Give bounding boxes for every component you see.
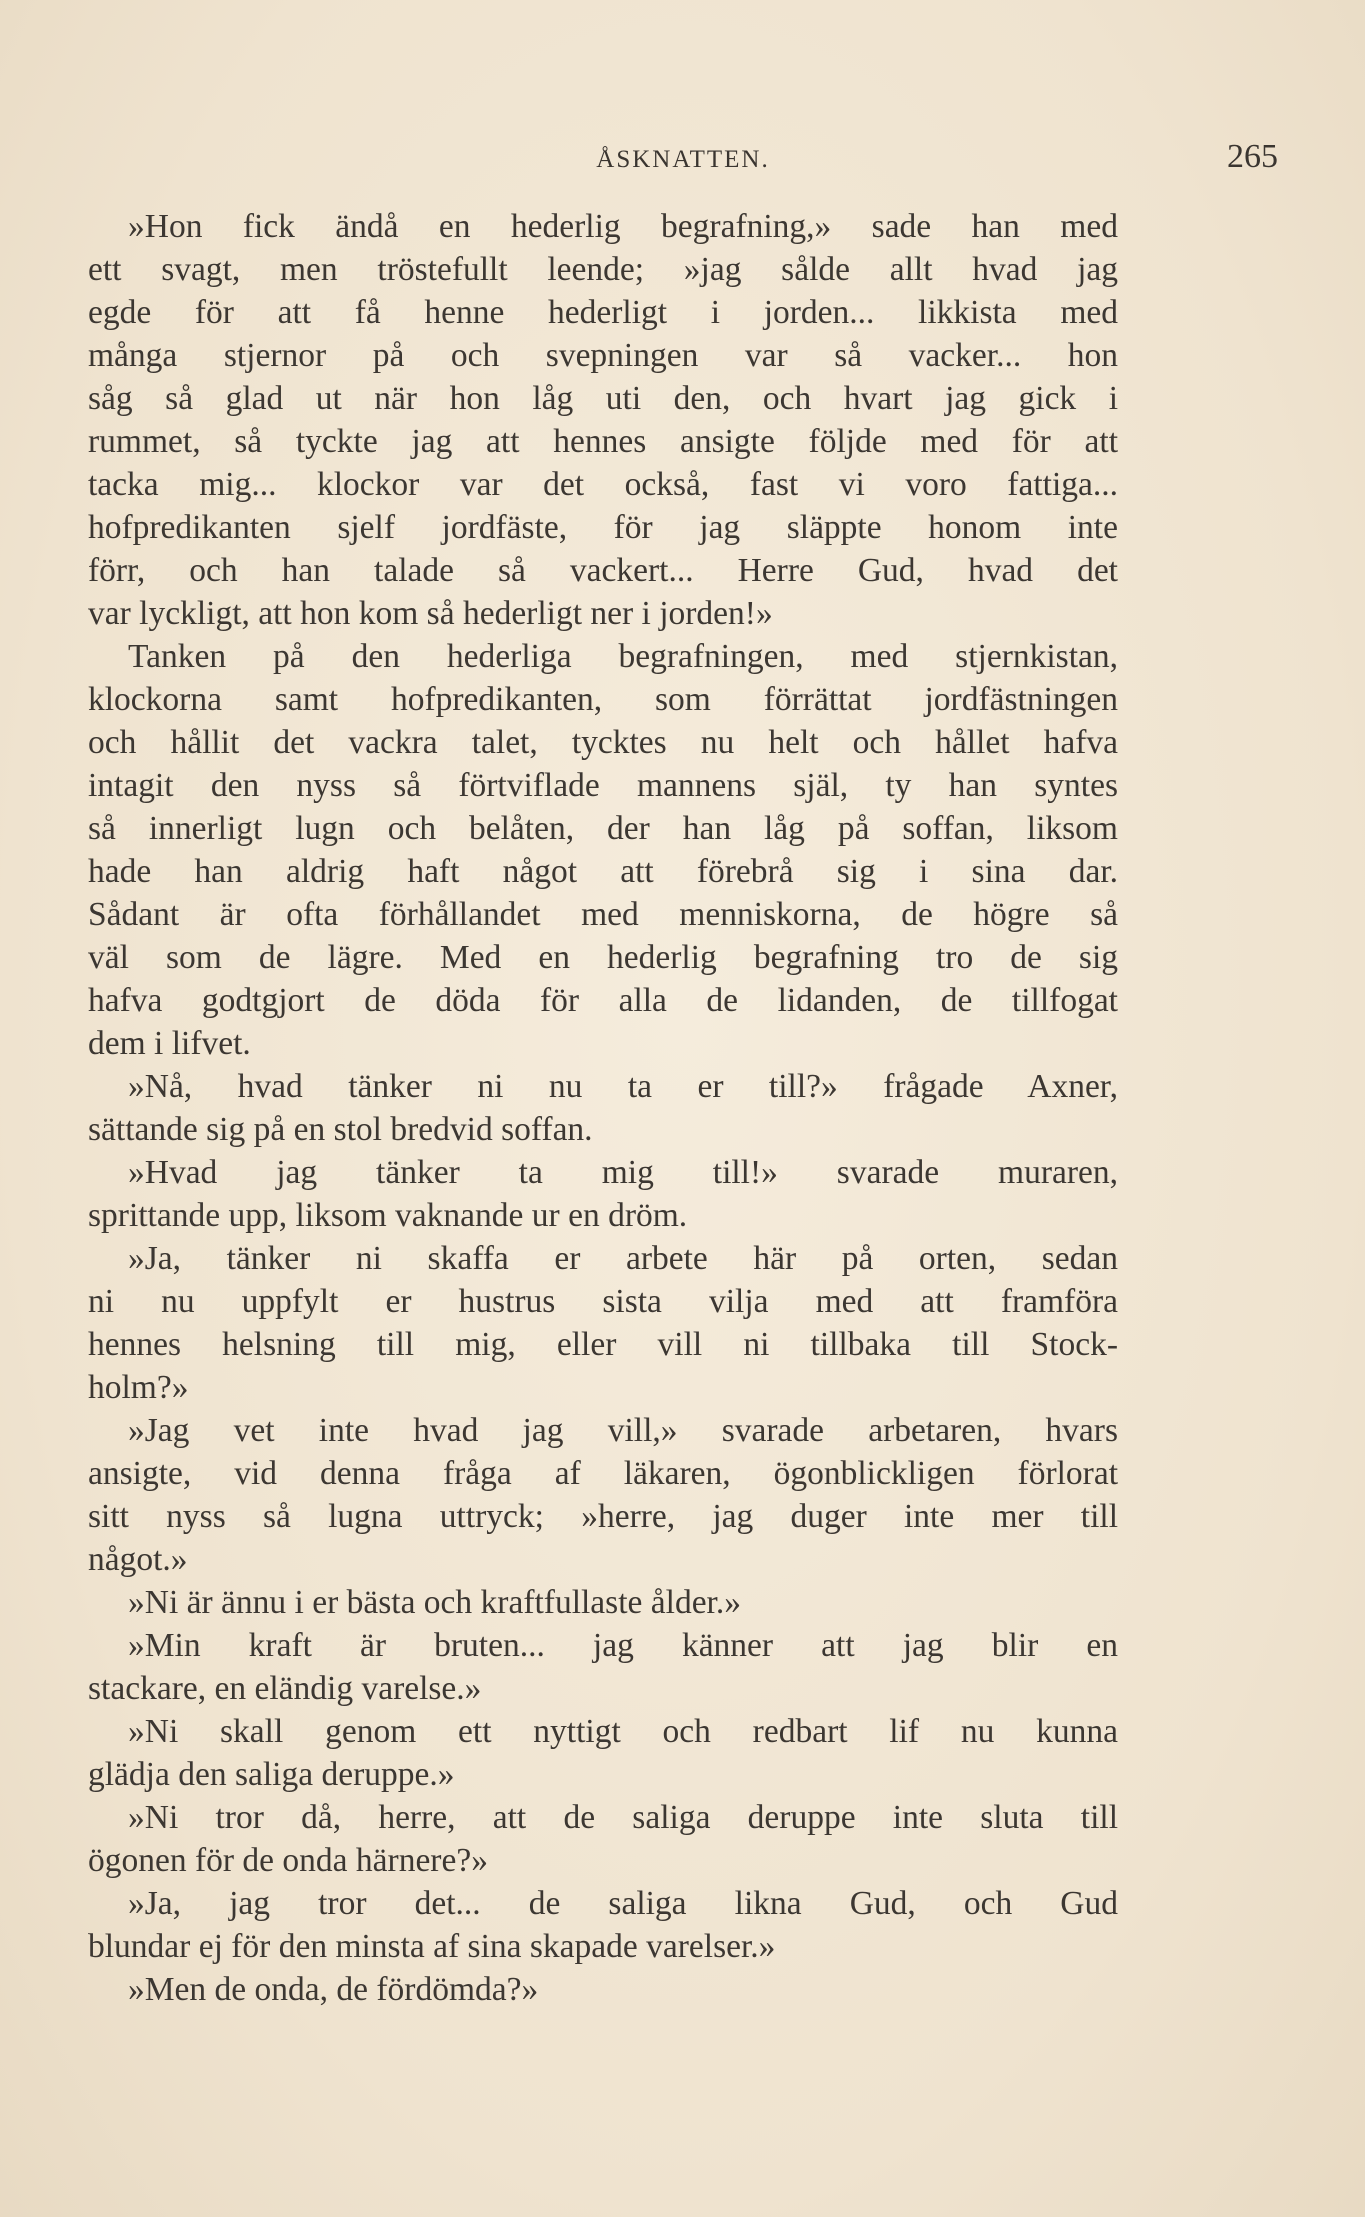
text-line: något.» — [88, 1541, 188, 1578]
text-line: stackare, en eländig varelse.» — [88, 1670, 482, 1707]
text-line: ögonen för de onda härnere?» — [88, 1842, 488, 1879]
running-title: ÅSKNATTEN. — [596, 146, 770, 173]
text-line: Sådant är ofta förhållandet med menniskorna, de högre så — [88, 896, 1118, 933]
text-line: »Men de onda, de fördömda?» — [128, 1971, 539, 2008]
text-line: såg så glad ut när hon låg uti den, och hvart jag gick i — [88, 380, 1118, 417]
body-text — [88, 205, 1118, 2011]
text-line: »Min kraft är bruten... jag känner att jag blir en — [128, 1627, 1118, 1664]
text-line: intagit den nyss så förtviflade mannens själ, ty han syntes — [88, 767, 1118, 804]
text-line: sättande sig på en stol bredvid soffan. — [88, 1111, 593, 1148]
text-line: blundar ej för den minsta af sina skapade varelser.» — [88, 1928, 776, 1965]
text-line: glädja den saliga deruppe.» — [88, 1756, 455, 1793]
text-line: »Ni tror då, herre, att de saliga deruppe inte sluta till — [128, 1799, 1118, 1836]
text-line: »Ni är ännu i er bästa och kraftfullaste ålder.» — [128, 1584, 741, 1621]
text-line: sitt nyss så lugna uttryck; »herre, jag duger inte mer till — [88, 1498, 1118, 1535]
text-line: och hållit det vackra talet, tycktes nu helt och hållet hafva — [88, 724, 1118, 761]
text-line: rummet, så tyckte jag att hennes ansigte följde med för att — [88, 423, 1118, 460]
text-line: hafva godtgjort de döda för alla de lidanden, de tillfogat — [88, 982, 1118, 1019]
text-line: hofpredikanten sjelf jordfäste, för jag släppte honom inte — [88, 509, 1118, 546]
text-line: »Hon fick ändå en hederlig begrafning,» sade han med — [128, 208, 1118, 245]
text-line: ni nu uppfylt er hustrus sista vilja med att framföra — [88, 1283, 1118, 1320]
text-line: »Nå, hvad tänker ni nu ta er till?» frågade Axner, — [128, 1068, 1118, 1105]
text-line: holm?» — [88, 1369, 189, 1406]
text-line: »Ja, tänker ni skaffa er arbete här på orten, sedan — [128, 1240, 1118, 1277]
text-line: sprittande upp, liksom vaknande ur en dröm. — [88, 1197, 688, 1234]
text-line: hennes helsning till mig, eller vill ni tillbaka till Stock- — [88, 1326, 1118, 1363]
page-number: 265 — [1227, 138, 1278, 175]
text-line: förr, och han talade så vackert... Herre Gud, hvad det — [88, 552, 1118, 589]
text-line: ett svagt, men tröstefullt leende; »jag sålde allt hvad jag — [88, 251, 1118, 288]
text-line: »Hvad jag tänker ta mig till!» svarade muraren, — [128, 1154, 1118, 1191]
text-line: egde för att få henne hederligt i jorden... likkista med — [88, 294, 1118, 331]
text-line: tacka mig... klockor var det också, fast vi voro fattiga... — [88, 466, 1118, 503]
text-line: väl som de lägre. Med en hederlig begrafning tro de sig — [88, 939, 1118, 976]
text-line: ansigte, vid denna fråga af läkaren, ögonblickligen förlorat — [88, 1455, 1118, 1492]
text-line: Tanken på den hederliga begrafningen, med stjernkistan, — [128, 638, 1118, 675]
text-line: så innerligt lugn och belåten, der han låg på soffan, liksom — [88, 810, 1118, 847]
text-line: klockorna samt hofpredikanten, som förrättat jordfästningen — [88, 681, 1118, 718]
page-header — [88, 138, 1278, 178]
text-line: »Ni skall genom ett nyttigt och redbart lif nu kunna — [128, 1713, 1118, 1750]
text-line: hade han aldrig haft något att förebrå sig i sina dar. — [88, 853, 1118, 890]
text-line: »Ja, jag tror det... de saliga likna Gud, och Gud — [128, 1885, 1118, 1922]
text-line: många stjernor på och svepningen var så vacker... hon — [88, 337, 1118, 374]
text-line: var lyckligt, att hon kom så hederligt ner i jorden!» — [88, 595, 773, 632]
text-line: »Jag vet inte hvad jag vill,» svarade arbetaren, hvars — [128, 1412, 1118, 1449]
text-line: dem i lifvet. — [88, 1025, 251, 1062]
